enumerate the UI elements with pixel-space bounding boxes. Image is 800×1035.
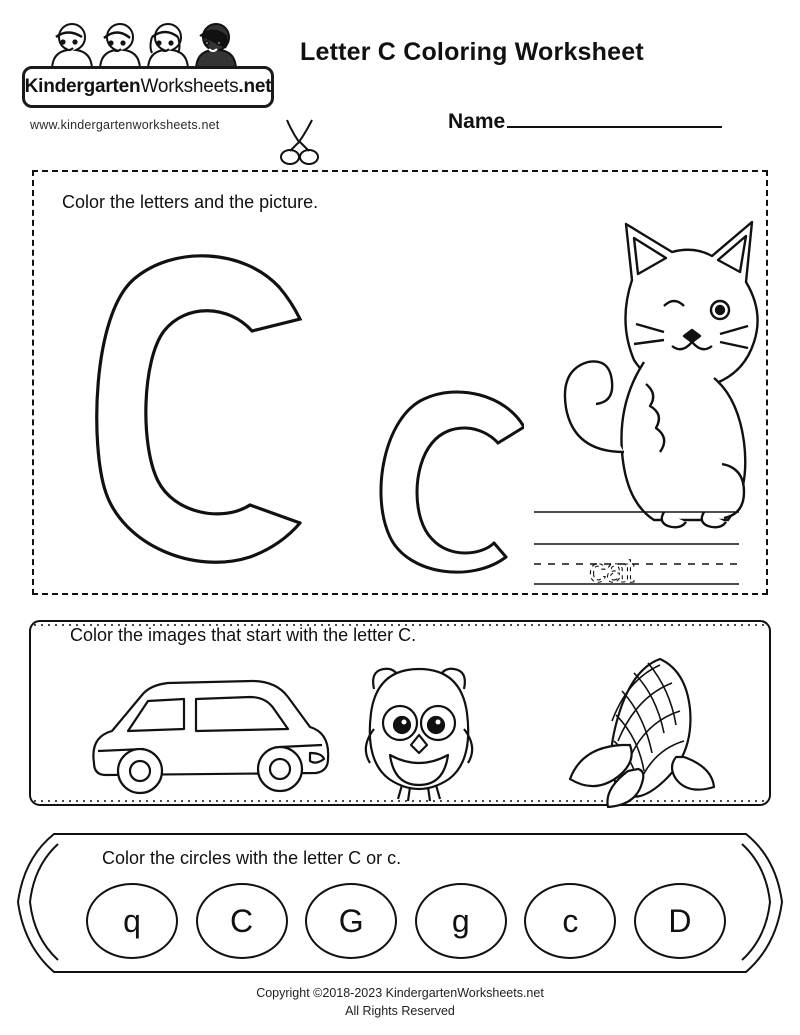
trace-word-cat[interactable]: [529, 502, 744, 592]
name-field: [448, 110, 722, 134]
page-header: [0, 18, 800, 138]
letter-circle[interactable]: q: [86, 883, 178, 959]
section-color-letters: [32, 170, 768, 595]
copyright-text: Copyright ©2018-2023 KindergartenWorksheets.net: [256, 986, 544, 1000]
letter-circle[interactable]: c: [524, 883, 616, 959]
name-input-blank[interactable]: [507, 111, 722, 128]
page-title: Letter C Coloring Worksheet: [300, 38, 644, 66]
section-color-images: [26, 607, 774, 819]
section2-instruction: Color the images that start with the letter C.: [70, 625, 417, 645]
section3-instruction: Color the circles with the letter C or c.: [102, 848, 402, 868]
letter-circles: [86, 880, 726, 962]
site-url: www.kindergartenworksheets.net: [30, 118, 220, 132]
corn-illustration[interactable]: [564, 653, 724, 808]
letter-circle[interactable]: C: [196, 883, 288, 959]
rights-text: All Rights Reserved: [345, 1004, 455, 1019]
section-color-circles: [14, 828, 786, 980]
trace-word-text: cat: [589, 552, 635, 590]
kids-illustration-icon: [34, 20, 254, 72]
letter-circle[interactable]: D: [634, 883, 726, 959]
name-label: Name: [448, 110, 506, 133]
letter-circle[interactable]: G: [305, 883, 397, 959]
page-footer: [0, 984, 800, 1020]
scissors-icon: [277, 117, 323, 167]
section1-instruction: Color the letters and the picture.: [62, 192, 319, 212]
letter-outlines[interactable]: [54, 227, 524, 587]
letter-circle[interactable]: g: [415, 883, 507, 959]
owl-illustration[interactable]: [344, 659, 494, 809]
section2-images: [44, 653, 756, 813]
logo-text: KindergartenWorksheets.net: [24, 76, 272, 97]
site-logo[interactable]: [22, 20, 277, 120]
logo-badge: [22, 66, 274, 108]
car-illustration[interactable]: [84, 671, 336, 801]
